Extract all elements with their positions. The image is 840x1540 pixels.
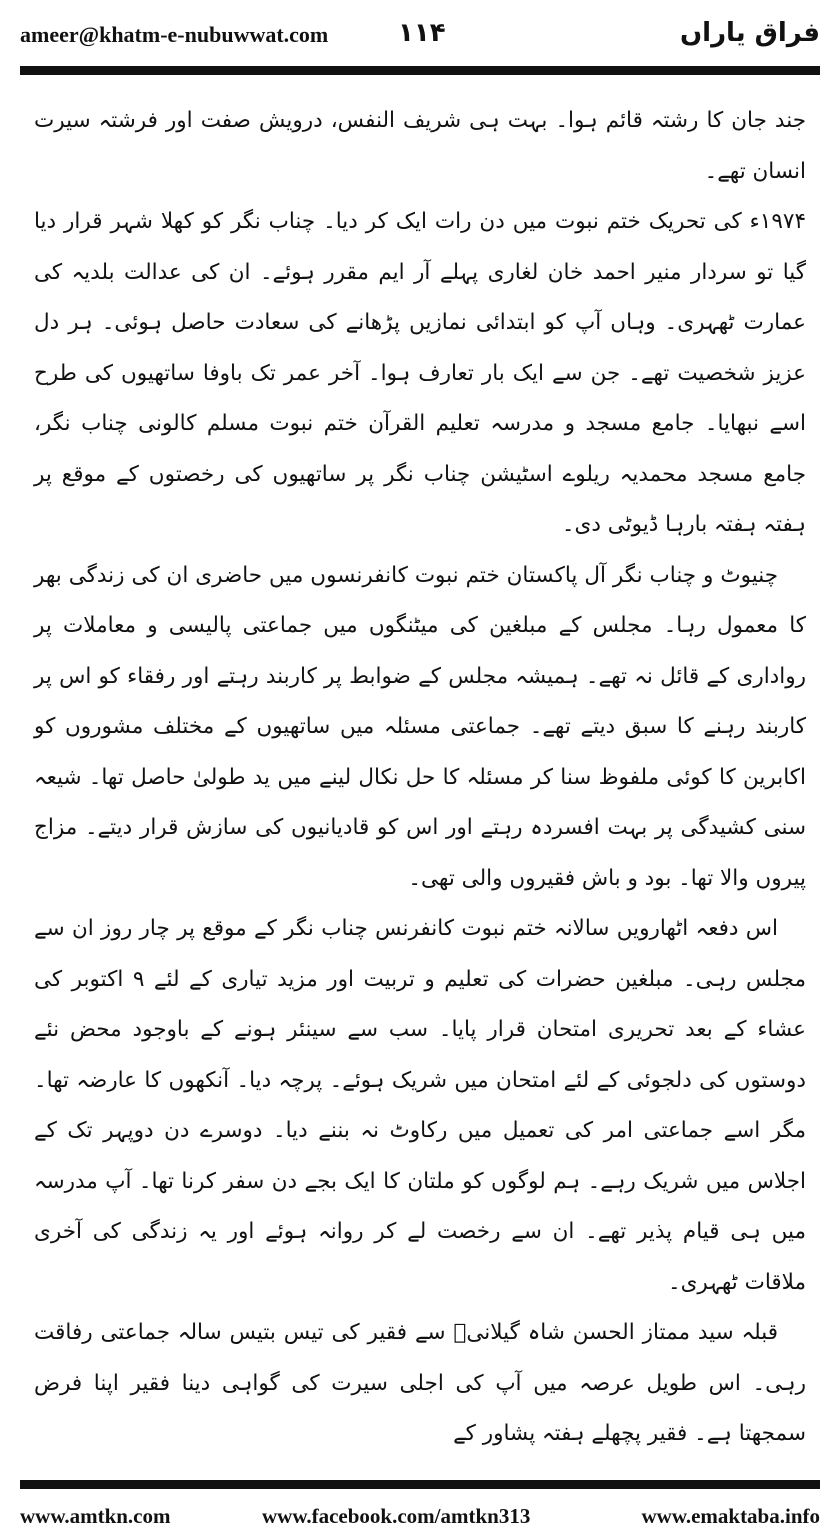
footer-link-emaktaba: www.emaktaba.info [641,1504,820,1528]
page-number: ۱۱۴ [398,18,446,48]
paragraph: جند جان کا رشتہ قائم ہوا۔ بہت ہی شریف النفس، درویش صفت اور فرشتہ سیرت انسان تھے۔ [34,108,806,184]
footer-link-facebook: www.facebook.com/amtkn313 [262,1504,531,1528]
header-rule [20,66,820,75]
footer-link-amtkn: www.amtkn.com [20,1504,171,1528]
paragraph: ۱۹۷۴ء کی تحریک ختم نبوت میں دن رات ایک کر دیا۔ چناب نگر کو کھلا شہر قرار دیا گیا تو سردار منیر احمد خان لغاری پہلے آر ایم مقرر ہوئے۔ ان کی عدالت بلدیہ کی عمارت ٹھہری۔ وہاں آپ کو ابتدائی نمازیں پڑھانے کی سعادت حاصل ہوئی۔ ہر دل عزیز شخصیت تھے۔ جن سے ایک بار تعارف ہوا۔ آخر عمر تک باوفا ساتھیوں کی طرح اسے نبھایا۔ جامع مسجد و مدرسہ تعلیم القرآن ختم نبوت مسلم کالونی چناب نگر، جامع مسجد محمدیہ ریلوے اسٹیشن چناب نگر پر ساتھیوں کی رخصتوں کے موقع پر ہفتہ ہفتہ بارہا ڈیوٹی دی۔ [34,209,806,537]
header-email: ameer@khatm-e-nubuwwat.com [20,22,329,47]
paragraph: قبلہ سید ممتاز الحسن شاہ گیلانیؒ سے فقیر کی تیس بتیس سالہ جماعتی رفاقت رہی۔ اس طویل عرصہ میں آپ کی اجلی سیرت کی گواہی دینا فقیر اپنا فرض سمجھتا ہے۔ فقیر پچھلے ہفتہ پشاور کے [34,1320,806,1446]
page-footer [20,1504,820,1534]
paragraph: اس دفعہ اٹھارویں سالانہ ختم نبوت کانفرنس چناب نگر کے موقع پر چار روز ان سے مجلس رہی۔ مبلغین حضرات کی تعلیم و تربیت اور مزید تیاری کے لئے ۹ اکتوبر کی عشاء کے بعد تحریری امتحان قرار پایا۔ سب سے سینئر ہونے کے باوجود محض نئے دوستوں کی دلجوئی کے لئے امتحان میں شریک ہوئے۔ پرچہ دیا۔ آنکھوں کا عارضہ تھا۔ مگر اسے جماعتی امر کی تعمیل میں رکاوٹ نہ بننے دیا۔ دوسرے دن دوپہر تک کے اجلاس میں شریک رہے۔ ہم لوگوں کو ملتان کا ایک بجے دن سفر کرنا تھا۔ آپ مدرسہ میں ہی قیام پذیر تھے۔ ان سے رخصت لے کر روانہ ہوئے اور یہ زندگی کی آخری ملاقات ٹھہری۔ [34,916,806,1295]
body-text [34,96,806,1460]
book-title: فراق یاراں [679,18,820,48]
page-header [20,18,820,58]
paragraph: چنیوٹ و چناب نگر آل پاکستان ختم نبوت کانفرنسوں میں حاضری ان کی زندگی بھر کا معمول رہا۔ مجلس کے مبلغین کی میٹنگوں میں جماعتی پالیسی و معاملات پر رواداری کے قائل نہ تھے۔ ہمیشہ مجلس کے ضوابط پر کاربند رہتے اور رفقاء کو اس پر کاربند رہنے کا سبق دیتے تھے۔ جماعتی مسئلہ میں ساتھیوں کے مختلف مشوروں کو اکابرین کا کوئی ملفوظ سنا کر مسئلہ کا حل نکال لینے میں ید طولیٰ حاصل تھا۔ شیعہ سنی کشیدگی پر بہت افسردہ رہتے اور اس کو قادیانیوں کی سازش قرار دیتے۔ مزاج پیروں والا تھا۔ بود و باش فقیروں والی تھی۔ [34,562,806,891]
footer-rule [20,1480,820,1489]
